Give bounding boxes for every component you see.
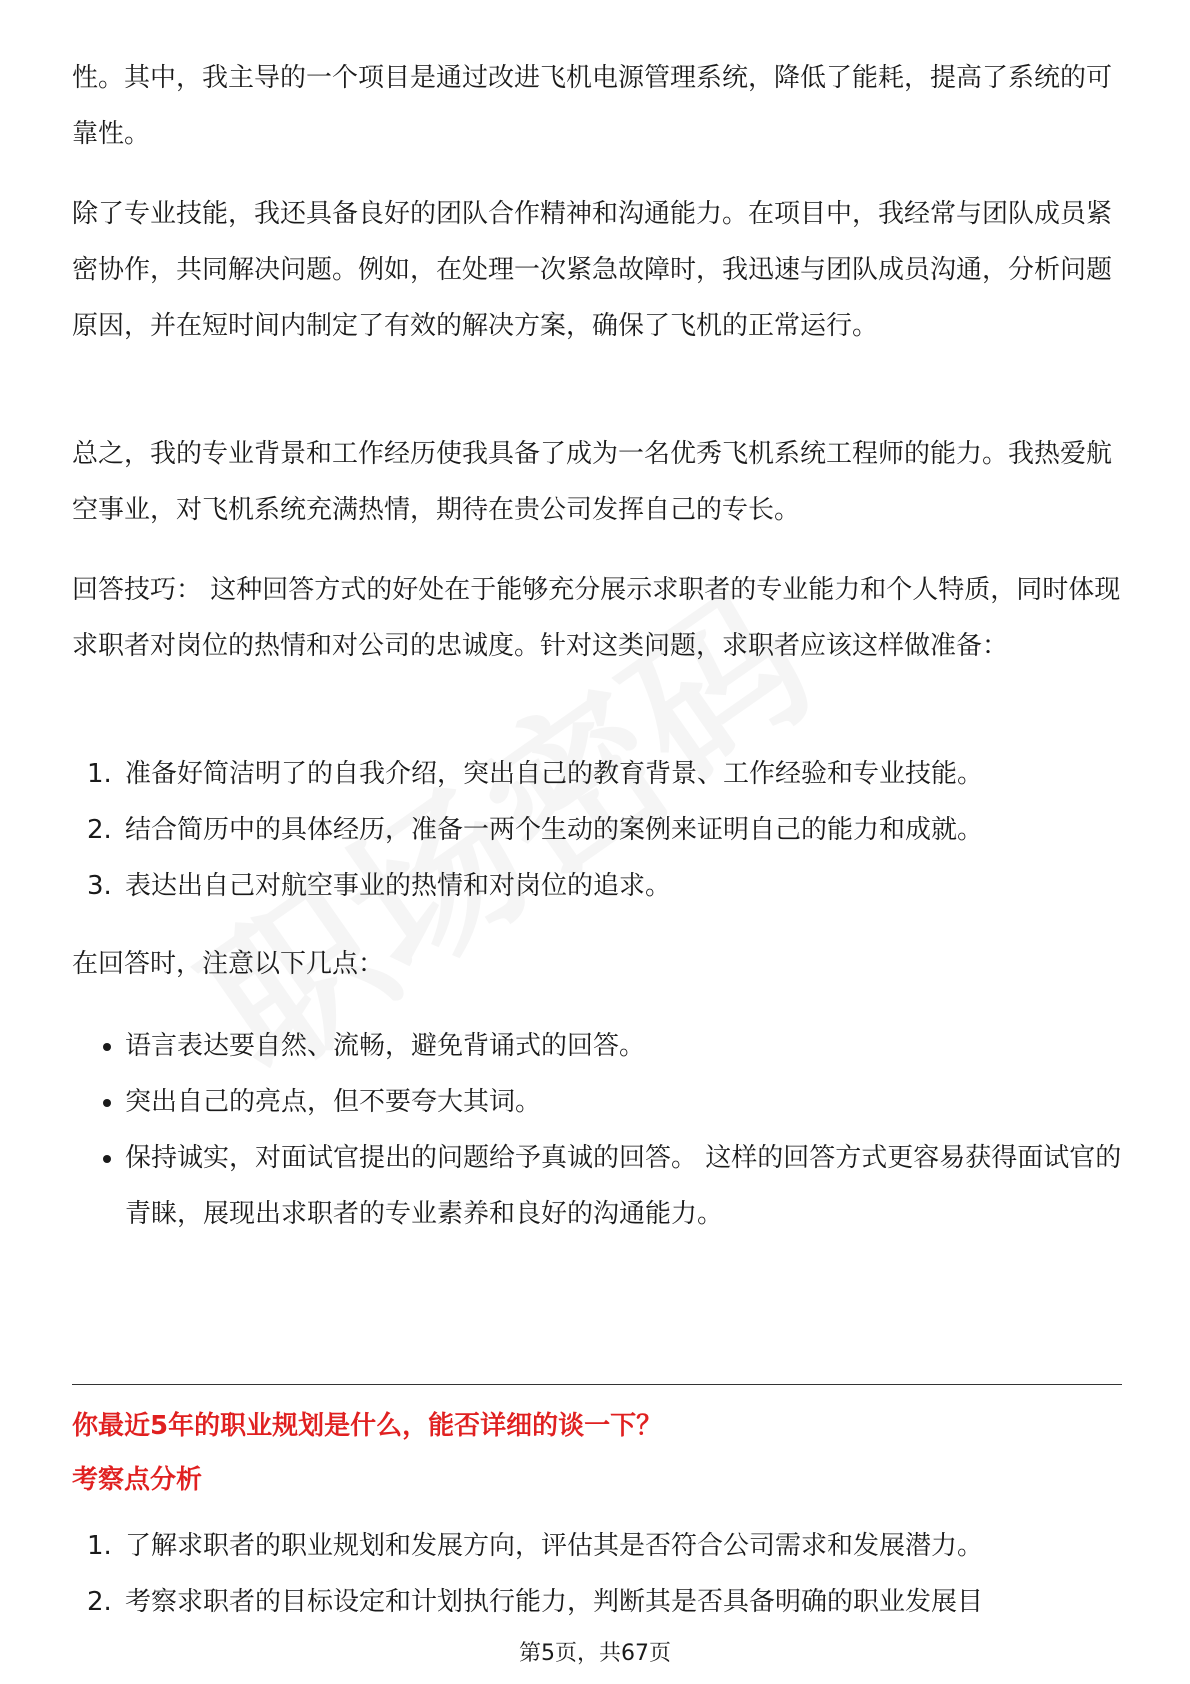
list-item xyxy=(72,746,1122,802)
list-number: 3. xyxy=(87,871,112,901)
list-item xyxy=(72,1018,1122,1074)
list-item-text: 保持诚实，对面试官提出的问题给予真诚的回答。 这样的回答方式更容易获得面试官的青睐，展现出求职者的专业素养和良好的沟通能力。 xyxy=(125,1143,1122,1229)
list-item-text: 表达出自己对航空事业的热情和对岗位的追求。 xyxy=(125,871,672,901)
section-divider xyxy=(72,1384,1122,1385)
paragraph-project: 性。其中，我主导的一个项目是通过改进飞机电源管理系统，降低了能耗，提高了系统的可靠性。 xyxy=(72,63,1113,149)
list-item-text: 了解求职者的职业规划和发展方向，评估其是否符合公司需求和发展潜力。 xyxy=(125,1531,984,1561)
list-item-text: 考察求职者的目标设定和计划执行能力，判断其是否具备明确的职业发展目 xyxy=(125,1587,984,1617)
analysis-list xyxy=(72,1518,1122,1630)
list-item-text: 突出自己的亮点，但不要夸大其词。 xyxy=(125,1087,542,1117)
list-number: 2. xyxy=(87,1587,112,1617)
bullet-icon xyxy=(103,1043,111,1051)
list-item xyxy=(72,1518,1122,1574)
paragraph-teamwork: 除了专业技能，我还具备良好的团队合作精神和沟通能力。在项目中，我经常与团队成员紧密协作，共同解决问题。例如，在处理一次紧急故障时，我迅速与团队成员沟通，分析问题原因，并在短时间内制定了有效的解决方案，确保了飞机的正常运行。 xyxy=(72,199,1113,341)
list-item xyxy=(72,1074,1122,1130)
list-item xyxy=(72,802,1122,858)
tips-list xyxy=(72,1018,1122,1242)
list-item-text: 语言表达要自然、流畅，避免背诵式的回答。 xyxy=(125,1031,646,1061)
prep-list xyxy=(72,746,1122,914)
list-number: 2. xyxy=(87,815,112,845)
list-item xyxy=(72,1574,1122,1630)
paragraph-answer-tips: 回答技巧： 这种回答方式的好处在于能够充分展示求职者的专业能力和个人特质，同时体现求职者对岗位的热情和对公司的忠诚度。针对这类问题，求职者应该这样做准备： xyxy=(72,575,1121,661)
bullet-icon xyxy=(103,1155,111,1163)
paragraph-summary: 总之，我的专业背景和工作经历使我具备了成为一名优秀飞机系统工程师的能力。我热爱航空事业，对飞机系统充满热情，期待在贵公司发挥自己的专长。 xyxy=(72,439,1113,525)
list-number: 1. xyxy=(87,1531,112,1561)
page-footer: 第5页，共67页 xyxy=(519,1641,671,1666)
list-number: 1. xyxy=(87,759,112,789)
list-item-text: 准备好简洁明了的自我介绍，突出自己的教育背景、工作经验和专业技能。 xyxy=(125,759,984,789)
question-title: 你最近5年的职业规划是什么，能否详细的谈一下？ xyxy=(72,1411,663,1441)
bullet-icon xyxy=(103,1099,111,1107)
list-item xyxy=(72,858,1122,914)
document-page xyxy=(72,0,1122,1684)
list-item-text: 结合简历中的具体经历，准备一两个生动的案例来证明自己的能力和成就。 xyxy=(125,815,984,845)
paragraph-notes-intro: 在回答时，注意以下几点： xyxy=(72,949,385,979)
analysis-heading: 考察点分析 xyxy=(72,1465,203,1495)
list-item xyxy=(72,1130,1122,1242)
